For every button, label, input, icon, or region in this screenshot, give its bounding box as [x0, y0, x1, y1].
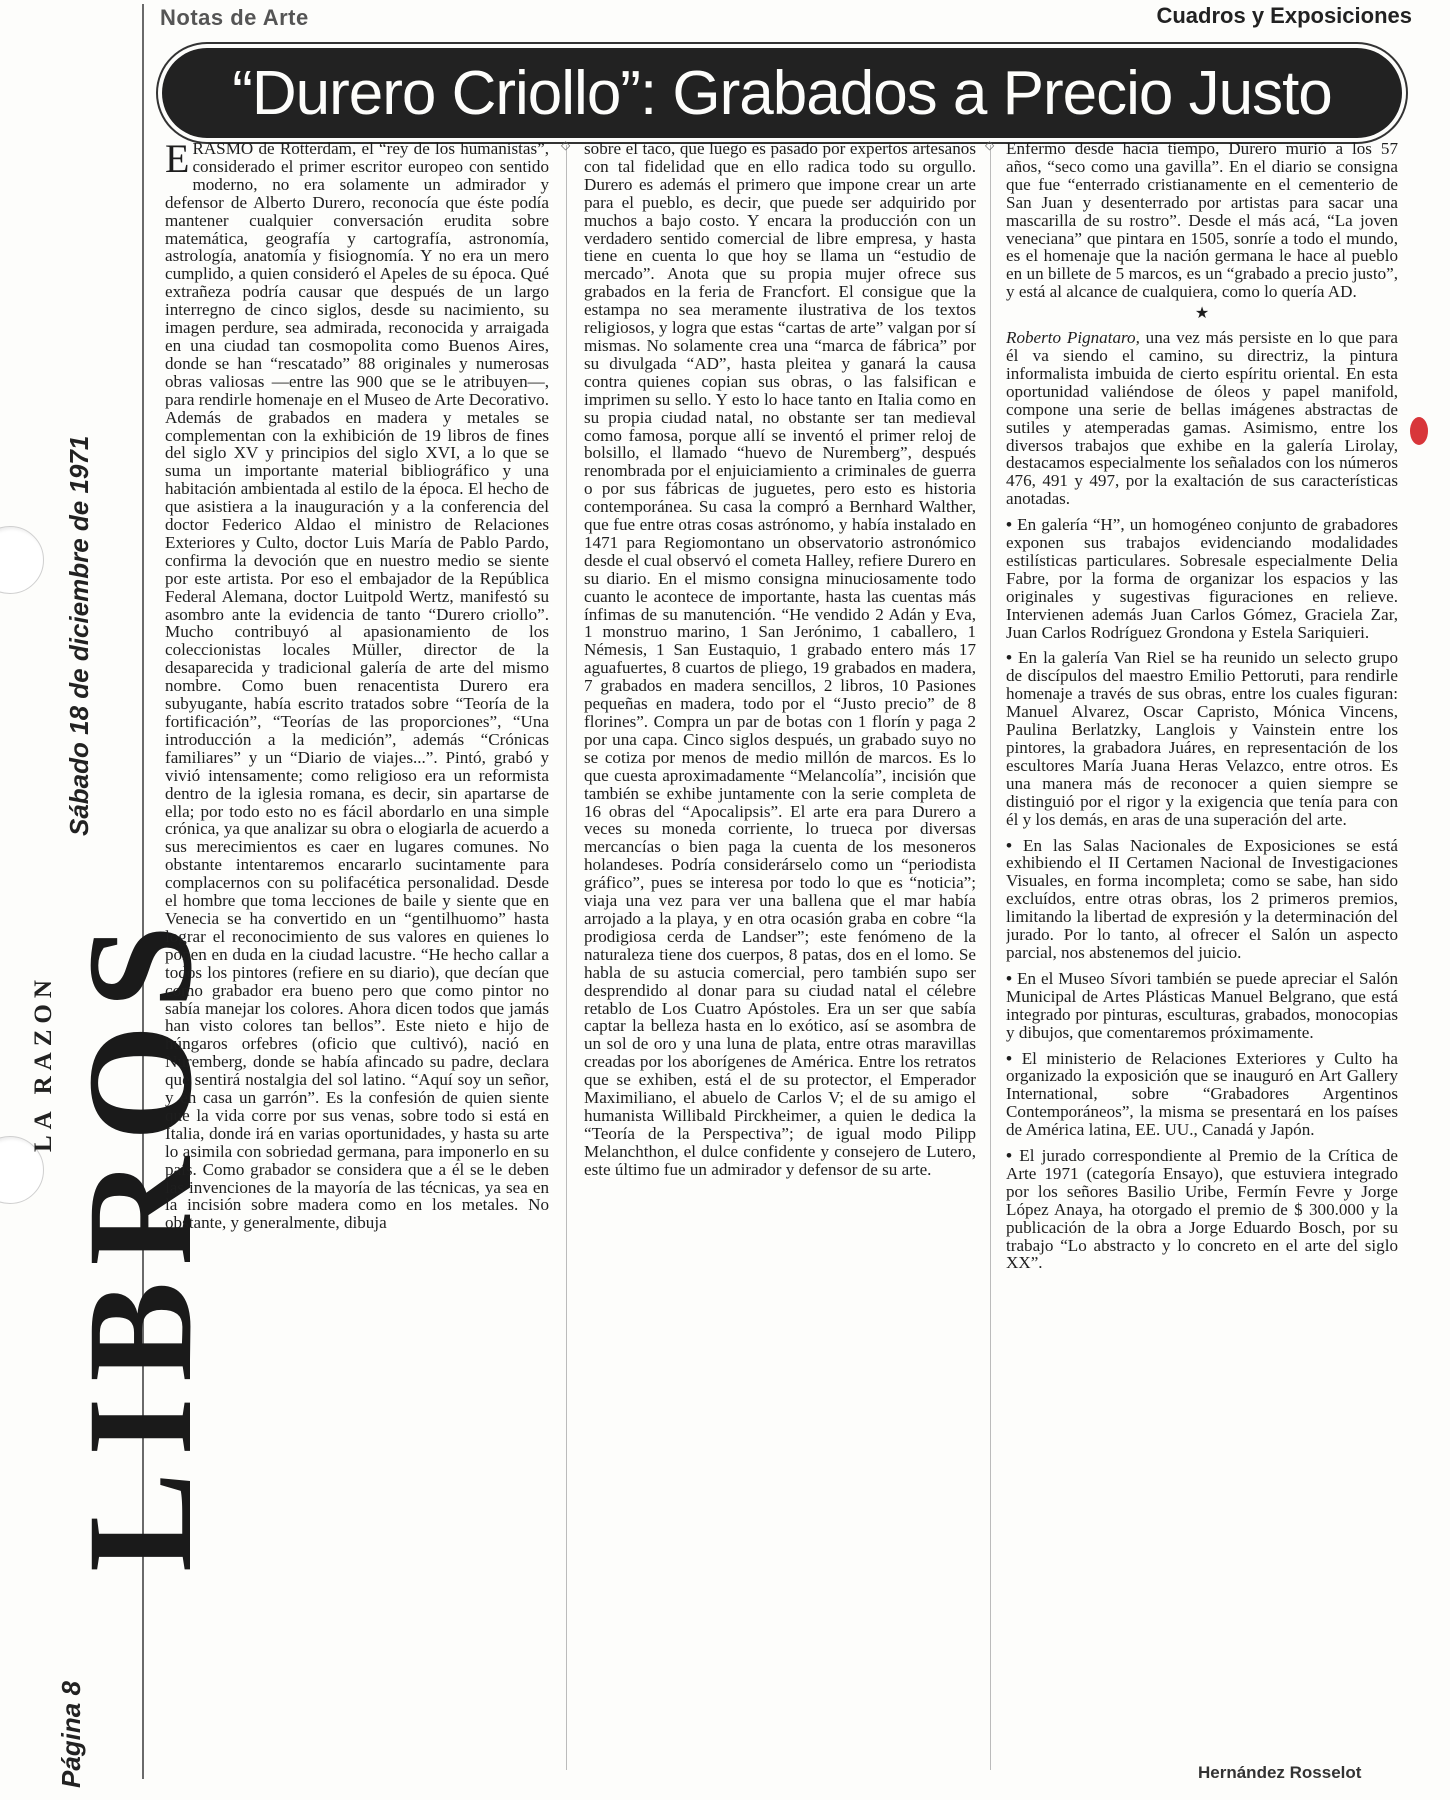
column-ornament: ◇	[561, 138, 571, 152]
pignataro-paragraph	[1006, 329, 1398, 508]
headline-banner	[162, 48, 1402, 138]
column-2-text: sobre el taco, que luego es pasado por expertos artesanos con tal fidelidad que en ello radica todo su orgullo. Durero es además el primero que impone crear un arte para el pueblo, es decir, que puede ser adquirido por muchos a bajo costo. Y encara la producción con un verdadero sentido comercial de libre empresa, y hasta tiene en cuenta lo que hoy se llama un “estudio de mercado”. Anota que su propia mujer ofrece sus grabados en la feria de Francfort. El consigue que la estampa no sea meramente ilustrativa de los textos religiosos, y logra que estas “cartas de arte” valgan por sí mismas. No solamente crea una “marca de fábrica” por su divulgada “AD”, hasta pleitea y ganará la causa contra quienes copian sus obras, o las falsifican e imprimen su sello. Y esto lo hace tanto en Italia como en su propia ciudad natal, no obstante ser tan medieval como famosa, porque allí se inventó el primer reloj de bolsillo, el llamado “huevo de Nuremberg”, después renombrada por el enjuiciamiento a criminales de guerra o por sus fábricas de juguetes, pero esto es historia contemporánea. Su casa la compró a Bernhard Walther, que fue entre otras cosas astrónomo, y había instalado en 1471 para Regiomontano un observatorio astronómico desde el cual observó el cometa Halley, refiere Durero en su diario. En el mismo consigna minuciosamente todo cuanto le acontece de importante, hasta las cuentas más ínfimas de su manutención. “He vendido 2 Adán y Eva, 1 monstruo marino, 1 San Jerónimo, 1 caballero, 1 Némesis, 1 San Eustaquio, 1 grabado entero más 17 aguafuertes, 8 cuartos de pliego, 19 grabados en madera, 7 grabados en madera sencillos, 2 libros, 10 Pasiones pequeñas en madera, todo por el “Justo precio” de 8 florines”. Compra un par de botas con 1 florín y paga 2 por una capa. Cinco siglos después, un grabado suyo no se cotiza por menos de medio millón de marcos. Es lo que cuesta aproximadamente “Melancolía”, incisión que también se exhibe juntamente con la serie completa de 16 obras del “Apocalipsis”. El arte era para Durero a veces su moneda corriente, lo trueca por diversas mercancías o bien paga la cuenta de los mesoneros holandeses. Podría considerárselo como un “periodista gráfico”, pues se interesa por todo lo que es “noticia”; viaja una vez para ver una ballena que el mar había arrojado a la playa, y en otra ocasión graba en cobre “la prodigiosa cerda de Landser”; este fenómeno de la naturaleza tiene dos cuerpos, 8 patas, dos en el lomo. Se habla de su astucia comercial, pero también supo ser desprendido al donar para su ciudad natal el célebre retablo de Los Cuatro Apóstoles. Era un ser que sabía captar la belleza hasta en lo exótico, así se asombra de un sol de oro y una luna de plata, entre otras maravillas creadas por los aborígenes de América. Entre los retratos que se exhiben, está el de su protector, el Emperador Maximiliano, el abuelo de Carlos V; el de su amigo el humanista Willibald Pirckheimer, a quien le dedica la “Teoría de la Perspectiva”; de igual modo Pilipp Melanchthon, el dulce confidente y consejero de Lutero, este último fue un admirador y defensor de su arte.	[584, 140, 976, 1179]
bullet-icon: •	[1006, 968, 1012, 988]
news-item-text: En galería “H”, un homogéneo conjunto de grabadores exponen sus trabajos evidenciando modalidades estilísticas particulares. Sobresale especialmente Delia Fabre, por la forma de organizar los espacios y las originales y sugestivas figuraciones en relieve. Intervienen además Juan Carlos Gómez, Graciela Zar, Juan Carlos Rodríguez Grondona y Estela Sariquieri.	[1006, 515, 1398, 642]
news-item	[1006, 1050, 1398, 1140]
star-divider: ★	[1194, 305, 1210, 323]
article-column-3	[1006, 140, 1398, 1780]
bullet-icon: •	[1006, 1048, 1012, 1068]
news-item-text: El ministerio de Relaciones Exteriores y Culto ha organizado la exposición que se inauguró en Art Gallery International, sobre “Grabadores Argentinos Contemporáneos”, la misma se presentará en los países de América latina, EE. UU., Canadá y Japón.	[1006, 1048, 1398, 1140]
author-byline: Hernández Rosselot	[1198, 1763, 1362, 1782]
article-paragraph	[165, 140, 549, 1232]
article-column-1	[165, 140, 549, 1780]
article-column-2	[584, 140, 976, 1780]
news-item	[1006, 649, 1398, 828]
column-rule	[566, 145, 567, 1770]
news-item-text: En el Museo Sívori también se puede apreciar el Salón Municipal de Artes Plásticas Manuel Belgrano, que está integrado por pinturas, esculturas, grabados, monocopias y dibujos, que comentaremos próximamente.	[1006, 968, 1398, 1042]
drop-cap: E	[165, 140, 190, 181]
artist-name: Roberto Pignataro,	[1006, 328, 1140, 348]
bullet-icon: •	[1006, 648, 1012, 668]
column-ornament: ◇	[985, 138, 995, 152]
column-1-text: RASMO de Rotterdam, el “rey de los humanistas”, considerado el primer escritor europeo con sentido moderno, no era solamente un admirador y defensor de Alberto Durero, reconocía que éste podía mantener cualquier conversación erudita sobre matemática, geografía y cartografía, astronomía, astrología, anatomía y fisiognomía. Y no era un mero cumplido, a quien consideró el Apeles de su época. Qué extrañeza podría causar que después de un largo interregno de cinco siglos, desde su nacimiento, su imagen perdure, sea admirada, reconocida y arraigada en una ciudad tan cosmopolita como Buenos Aires, donde se han “rescatado” 88 originales y numerosas obras valiosas —entre las 900 que se le atribuyen—, para rendirle homenaje en el Museo de Arte Decorativo. Además de grabados en madera y metales se complementan con la exhibición de 19 libros de fines del siglo XV y principios del siglo XVI, a lo que se suma un importante material bibliográfico y una habitación ambientada al estilo de la época. El hecho de que asistiera a la inauguración y a la conferencia del doctor Federico Aldao el ministro de Relaciones Exteriores y Culto, doctor Luis María de Pablo Pardo, confirma la devoción que en nuestro medio se siente por este artista. Por eso el embajador de la República Federal Alemana, doctor Luitpold Wertz, manifestó su asombro ante la evidencia de tanto “Durero criollo”. Mucho contribuyó al apasionamiento de los coleccionistas locales Müller, director de la desaparecida y tradicional galería de arte del mismo nombre. Como buen renacentista Durero era subyugante, había escrito tratados sobre “Teoría de la fortificación”, “Teorías de las proporciones”, “Una introducción a la medición”, además “Crónicas familiares” y un “Diario de viajes...”. Pintó, grabó y vivió intensamente; como religioso era un reformista dentro de la iglesia romana, es decir, sin apartarse de ella; por todo esto no es fácil abordarlo en una simple crónica, ya que analizar su obra o elogiarla de acuerdo a sus merecimientos es caer en lugares comunes. No obstante intentaremos encararlo sucintamente para complacernos con su polifacética personalidad. Desde el hombre que toma lecciones de baile y siente que en Venecia se ha convertido en un “gentilhuomo” hasta lograr el reconocimiento de sus valores en quienes lo ponen en duda en la ciudad lacustre. “He hecho callar a todos los pintores (refiere en su diario), que decían que como grabador era bueno pero que como pintor no sabía manejar los colores. Ahora dicen todos que jamás han visto colores tan bellos”. Este nieto e hijo de húngaros orfebres (oficio que cultivó), nació en Nuremberg, donde se había afincado su padre, declara que sentirá nostalgia del sol latino. “Aquí soy un señor, y en casa un garrón”. Es la confesión de quien siente que la vida corre por sus venas, sobre todo si está en Italia, donde irá en varias oportunidades, y hasta su arte lo asimila con sobriedad germana, para imponerlo en su país. Como grabador se considera que a él se le deben las invenciones de la mayoría de las técnicas, ya sea en la incisión sobre madera como en los metales. No obstante, y generalmente, dibuja	[165, 140, 549, 1233]
section-label-left: Notas de Arte	[160, 5, 309, 30]
page-number: Página 8	[56, 1681, 86, 1788]
red-ink-dot	[1410, 417, 1428, 445]
bullet-icon: •	[1006, 835, 1012, 855]
column-3-intro: Enfermo desde hacía tiempo, Durero murió a los 57 años, “seco como una gavilla”. En el diario se consigna que fue “enterrado cristianamente en el cementerio de San Juan y desenterrado por artistas para sacar una mascarilla de su rostro”. Desde el más acá, “La joven veneciana” que pintara en 1505, sonríe a todo el mundo, es el homenaje que la nación germana le hace al pueblo en un billete de 5 marcos, es un “grabado a precio justo”, y está al alcance de cualquiera, como lo quería AD.	[1006, 140, 1398, 302]
pignataro-text: una vez más persiste en lo que para él va siendo el camino, su directriz, la pintura informalista imbuida de cierto espíritu oriental. En esta oportunidad valiéndose de óleos y papel manifold, compone una serie de bellas imágenes abstractas de sutiles y atemperadas gamas. Asimismo, entre los diversos trabajos que exhibe en la galería Lirolay, destacamos especialmente los señalados con los números 476, 491 y 497, por la exaltación de sus características anotadas.	[1006, 328, 1398, 509]
supplement-logo: LIBROS	[57, 909, 223, 1572]
news-item-text: El jurado correspondiente al Premio de la Crítica de Arte 1971 (categoría Ensayo), que estuviera integrado por los señores Basilio Uribe, Fermín Fevre y Jorge López Anaya, ha otorgado el premio de $ 300.000 y la publicación de la obra a Jorge Eduardo Bosch, por su trabajo “Lo abstracto y lo concreto en el arte del siglo XX”.	[1006, 1146, 1398, 1273]
headline: “Durero Criollo”: Grabados a Precio Justo	[232, 58, 1332, 128]
newspaper-name: LA RAZON	[30, 974, 57, 1152]
news-item	[1006, 837, 1398, 962]
bullet-icon: •	[1006, 515, 1012, 535]
column-rule	[990, 145, 991, 1770]
news-item-text: En las Salas Nacionales de Exposiciones se está exhibiendo el II Certamen Nacional de Investigaciones Visuales, en forma incompleta; como se sabe, han sido excluídos, entre otras obras, los 2 primeros premios, limitando la libertad de expresión y la determinación del jurado. Por lo tanto, al ofrecer el Salón un aspecto parcial, nos abstenemos del juicio.	[1006, 835, 1398, 962]
news-item	[1006, 516, 1398, 641]
section-label-right: Cuadros y Exposiciones	[1156, 3, 1412, 28]
news-item	[1006, 970, 1398, 1042]
news-item	[1006, 1147, 1398, 1272]
punch-hole-top	[0, 526, 44, 594]
bullet-icon: •	[1006, 1146, 1012, 1166]
news-item-text: En la galería Van Riel se ha reunido un selecto grupo de discípulos del maestro Emilio Pettoruti, para rendirle homenaje a través de sus obras, entre los cuales figuran: Manuel Alvarez, Oscar Capristo, Mónica Vincens, Paulina Berlatzky, Langlois y Vainstein entre los pintores, la grabadora Juáres, en representación de los escultores María Juana Heras Velazco, entre otros. Es una manera más de reconocer a quien siempre se distinguió por el rigor y la exigencia que tenía para con él y los demás, en aras de una superación del arte.	[1006, 648, 1398, 829]
issue-date: Sábado 18 de diciembre de 1971	[64, 435, 94, 836]
